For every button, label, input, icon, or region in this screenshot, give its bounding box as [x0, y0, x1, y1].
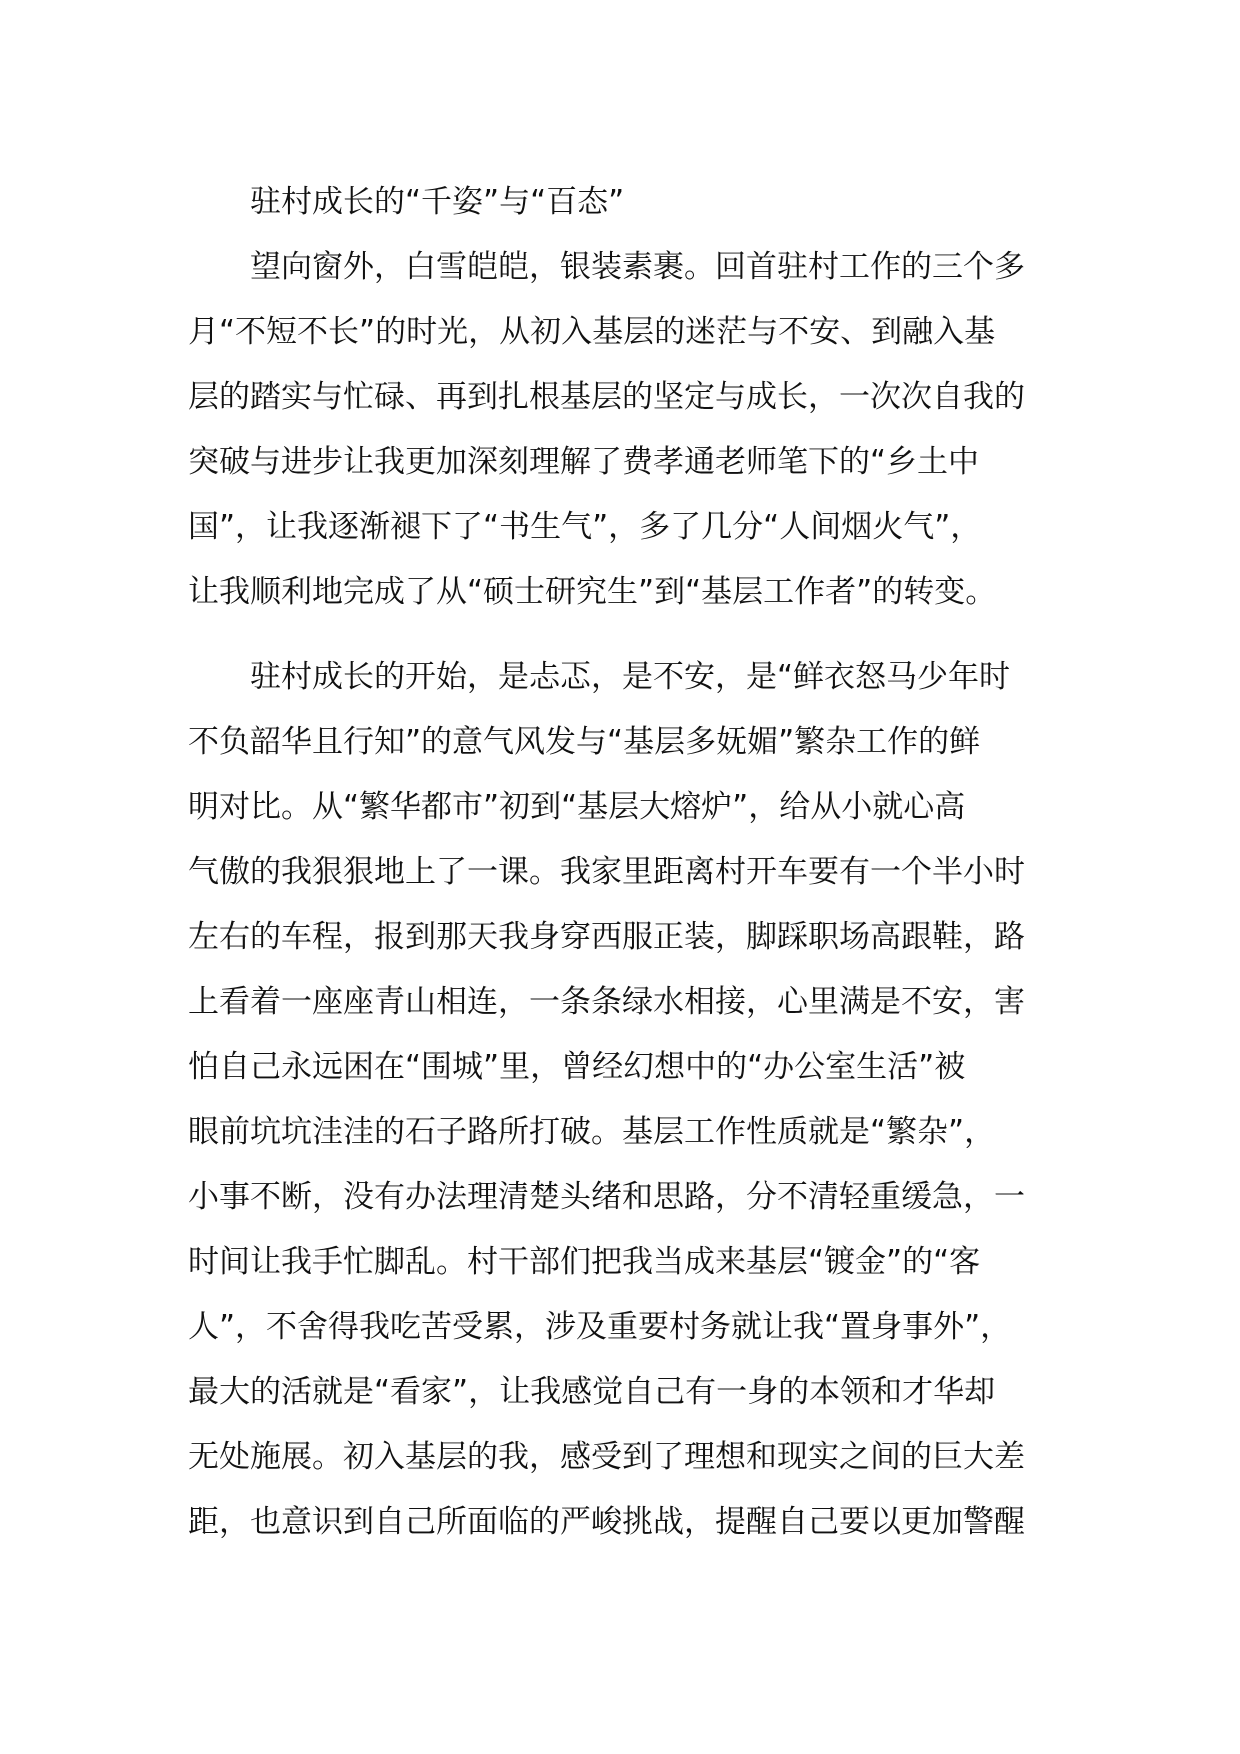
- paragraph-line: 气傲的我狠狠地上了一课。我家里距离村开车要有一个半小时: [188, 854, 1025, 890]
- paragraph-line: 左右的车程，报到那天我身穿西服正装，脚踩职场高跟鞋，路: [188, 919, 1025, 955]
- paragraph-line: 时间让我手忙脚乱。村干部们把我当成来基层“镀金”的“客: [188, 1244, 981, 1280]
- paragraph-line: 上看着一座座青山相连，一条条绿水相接，心里满是不安，害: [188, 984, 1025, 1020]
- paragraph-line: 突破与进步让我更加深刻理解了费孝通老师笔下的“乡土中: [188, 444, 980, 480]
- paragraph-line: 不负韶华且行知”的意气风发与“基层多妩媚”繁杂工作的鲜: [188, 724, 981, 760]
- paragraph-line: 距，也意识到自己所面临的严峻挑战，提醒自己要以更加警醒: [188, 1504, 1025, 1540]
- document-body: [188, 170, 1052, 1555]
- paragraph-line: 无处施展。初入基层的我，感受到了理想和现实之间的巨大差: [188, 1439, 1025, 1475]
- paragraph-line: 层的踏实与忙碌、再到扎根基层的坚定与成长，一次次自我的: [188, 379, 1025, 415]
- paragraph-line: 怕自己永远困在“围城”里，曾经幻想中的“办公室生活”被: [188, 1049, 966, 1085]
- paragraph-line: 望向窗外，白雪皑皑，银装素裹。回首驻村工作的三个多: [250, 249, 1025, 285]
- paragraph-line: 眼前坑坑洼洼的石子路所打破。基层工作性质就是“繁杂”，: [188, 1114, 996, 1150]
- paragraph-line: 人”，不舍得我吃苦受累，涉及重要村务就让我“置身事外”，: [188, 1309, 1012, 1345]
- paragraph-spacer: [188, 625, 1052, 645]
- paragraph-2: [188, 645, 1052, 1555]
- paragraph-line: 驻村成长的开始，是忐忑，是不安，是“鲜衣怒马少年时: [250, 659, 1011, 695]
- paragraph-line: 月“不短不长”的时光，从初入基层的迷茫与不安、到融入基: [188, 314, 996, 350]
- paragraph-line: 国”，让我逐渐褪下了“书生气”，多了几分“人间烟火气”，: [188, 509, 982, 545]
- paragraph-line: 最大的活就是“看家”，让我感觉自己有一身的本领和才华却: [188, 1374, 996, 1410]
- paragraph-1: [188, 235, 1052, 625]
- paragraph-line: 明对比。从“繁华都市”初到“基层大熔炉”，给从小就心高: [188, 789, 966, 825]
- document-title: 驻村成长的“千姿”与“百态”: [250, 184, 625, 220]
- paragraph-line: 让我顺利地完成了从“硕士研究生”到“基层工作者”的转变。: [188, 574, 997, 610]
- paragraph-line: 小事不断，没有办法理清楚头绪和思路，分不清轻重缓急，一: [188, 1179, 1025, 1215]
